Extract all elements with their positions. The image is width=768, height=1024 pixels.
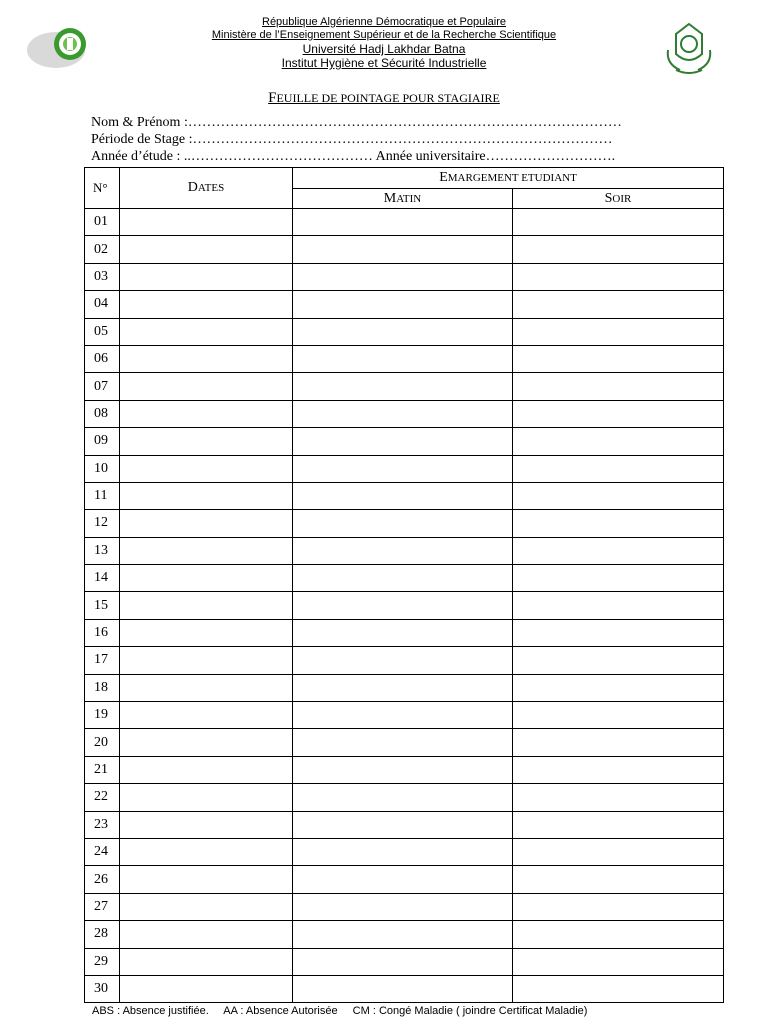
row-number: 09 [85, 428, 120, 455]
date-cell[interactable] [120, 236, 293, 263]
column-header-matin: MATIN [293, 189, 513, 209]
title-initial: F [268, 90, 277, 106]
date-cell[interactable] [120, 592, 293, 619]
university-emblem-icon [662, 20, 716, 76]
date-cell[interactable] [120, 400, 293, 427]
table-row [85, 565, 724, 592]
row-number: 23 [85, 811, 120, 838]
row-number: 15 [85, 592, 120, 619]
row-number: 10 [85, 455, 120, 482]
date-cell[interactable] [120, 537, 293, 564]
table-row [85, 455, 724, 482]
field-nom-prenom: Nom & Prénom :………………………………………………………………………………… [91, 115, 622, 130]
table-row [85, 400, 724, 427]
matin-cell[interactable] [293, 318, 513, 345]
soir-cell[interactable] [513, 592, 724, 619]
row-number: 27 [85, 893, 120, 920]
matin-cell[interactable] [293, 565, 513, 592]
soir-cell[interactable] [513, 209, 724, 236]
table-row [85, 893, 724, 920]
soir-cell[interactable] [513, 702, 724, 729]
row-number: 28 [85, 921, 120, 948]
soir-cell[interactable] [513, 236, 724, 263]
soir-cell[interactable] [513, 647, 724, 674]
table-row [85, 537, 724, 564]
date-cell[interactable] [120, 921, 293, 948]
row-number: 05 [85, 318, 120, 345]
matin-cell[interactable] [293, 592, 513, 619]
legend-cm: CM : Congé Maladie ( joindre Certificat Maladie) [352, 1005, 588, 1017]
soir-cell[interactable] [513, 373, 724, 400]
table-row [85, 428, 724, 455]
table-row [85, 373, 724, 400]
soir-cell[interactable] [513, 811, 724, 838]
row-number: 08 [85, 400, 120, 427]
row-number: 11 [85, 482, 120, 509]
matin-cell[interactable] [293, 373, 513, 400]
table-row [85, 647, 724, 674]
column-header-emargement: EMARGEMENT ETUDIANT [293, 168, 724, 189]
soir-cell[interactable] [513, 482, 724, 509]
row-number: 29 [85, 948, 120, 975]
soir-cell[interactable] [513, 400, 724, 427]
date-cell[interactable] [120, 455, 293, 482]
table-row [85, 263, 724, 290]
column-header-dates: DATES [120, 168, 293, 209]
table-row [85, 838, 724, 865]
matin-cell[interactable] [293, 619, 513, 646]
date-cell[interactable] [120, 784, 293, 811]
matin-cell[interactable] [293, 838, 513, 865]
table-row [85, 592, 724, 619]
matin-cell[interactable] [293, 756, 513, 783]
document-title [0, 90, 768, 107]
institute-logo-icon [26, 24, 94, 72]
row-number: 12 [85, 510, 120, 537]
row-number: 22 [85, 784, 120, 811]
matin-cell[interactable] [293, 345, 513, 372]
row-number: 13 [85, 537, 120, 564]
row-number: 20 [85, 729, 120, 756]
matin-cell[interactable] [293, 455, 513, 482]
date-cell[interactable] [120, 291, 293, 318]
matin-cell[interactable] [293, 236, 513, 263]
row-number: 16 [85, 619, 120, 646]
field-periode-stage: Période de Stage :……………………………………………………………………………… [91, 132, 613, 147]
matin-cell[interactable] [293, 866, 513, 893]
date-cell[interactable] [120, 674, 293, 701]
matin-cell[interactable] [293, 209, 513, 236]
soir-cell[interactable] [513, 921, 724, 948]
date-cell[interactable] [120, 756, 293, 783]
row-number: 01 [85, 209, 120, 236]
table-row [85, 510, 724, 537]
row-number: 06 [85, 345, 120, 372]
matin-cell[interactable] [293, 647, 513, 674]
row-number: 03 [85, 263, 120, 290]
date-cell[interactable] [120, 263, 293, 290]
row-number: 02 [85, 236, 120, 263]
soir-cell[interactable] [513, 866, 724, 893]
date-cell[interactable] [120, 510, 293, 537]
table-row [85, 345, 724, 372]
title-rest: EUILLE DE POINTAGE POUR STAGIAIRE [276, 91, 500, 105]
matin-cell[interactable] [293, 291, 513, 318]
table-row [85, 948, 724, 975]
row-number: 17 [85, 647, 120, 674]
date-cell[interactable] [120, 729, 293, 756]
table-row [85, 318, 724, 345]
date-cell[interactable] [120, 702, 293, 729]
row-number: 04 [85, 291, 120, 318]
soir-cell[interactable] [513, 510, 724, 537]
row-number: 30 [85, 975, 120, 1002]
legend-aa: AA : Absence Autorisée [223, 1005, 338, 1017]
matin-cell[interactable] [293, 702, 513, 729]
table-row [85, 291, 724, 318]
header-ministry: Ministère de l’Enseignement Supérieur et de la Recherche Scientifique [211, 29, 557, 41]
table-row [85, 729, 724, 756]
date-cell[interactable] [120, 428, 293, 455]
matin-cell[interactable] [293, 811, 513, 838]
table-row [85, 975, 724, 1002]
row-number: 21 [85, 756, 120, 783]
matin-cell[interactable] [293, 729, 513, 756]
soir-cell[interactable] [513, 291, 724, 318]
date-cell[interactable] [120, 838, 293, 865]
header-university: Université Hadj Lakhdar Batna [302, 42, 466, 56]
table-row [85, 482, 724, 509]
row-number: 14 [85, 565, 120, 592]
matin-cell[interactable] [293, 893, 513, 920]
date-cell[interactable] [120, 948, 293, 975]
soir-cell[interactable] [513, 948, 724, 975]
date-cell[interactable] [120, 318, 293, 345]
matin-cell[interactable] [293, 482, 513, 509]
date-cell[interactable] [120, 893, 293, 920]
soir-cell[interactable] [513, 729, 724, 756]
matin-cell[interactable] [293, 537, 513, 564]
matin-cell[interactable] [293, 674, 513, 701]
date-cell[interactable] [120, 647, 293, 674]
matin-cell[interactable] [293, 921, 513, 948]
document-header [0, 16, 768, 70]
date-cell[interactable] [120, 373, 293, 400]
soir-cell[interactable] [513, 455, 724, 482]
row-number: 26 [85, 866, 120, 893]
soir-cell[interactable] [513, 784, 724, 811]
table-row [85, 619, 724, 646]
table-row [85, 702, 724, 729]
table-row [85, 209, 724, 236]
table-row [85, 674, 724, 701]
soir-cell[interactable] [513, 537, 724, 564]
matin-cell[interactable] [293, 428, 513, 455]
date-cell[interactable] [120, 975, 293, 1002]
table-row [85, 921, 724, 948]
soir-cell[interactable] [513, 674, 724, 701]
attendance-table [84, 167, 724, 1003]
row-number: 24 [85, 838, 120, 865]
row-number: 07 [85, 373, 120, 400]
matin-cell[interactable] [293, 400, 513, 427]
matin-cell[interactable] [293, 975, 513, 1002]
soir-cell[interactable] [513, 838, 724, 865]
date-cell[interactable] [120, 565, 293, 592]
row-number: 19 [85, 702, 120, 729]
matin-cell[interactable] [293, 510, 513, 537]
student-fields [91, 114, 751, 165]
date-cell[interactable] [120, 209, 293, 236]
table-row [85, 236, 724, 263]
table-row [85, 784, 724, 811]
soir-cell[interactable] [513, 263, 724, 290]
date-cell[interactable] [120, 482, 293, 509]
legend-footer [92, 1005, 599, 1017]
column-header-soir: SOIR [513, 189, 724, 209]
soir-cell[interactable] [513, 975, 724, 1002]
date-cell[interactable] [120, 811, 293, 838]
date-cell[interactable] [120, 866, 293, 893]
column-header-number: N° [85, 168, 120, 209]
matin-cell[interactable] [293, 263, 513, 290]
header-institute: Institut Hygiène et Sécurité Industrielle [281, 56, 487, 70]
soir-cell[interactable] [513, 893, 724, 920]
header-republic: République Algérienne Démocratique et Populaire [262, 16, 506, 28]
matin-cell[interactable] [293, 948, 513, 975]
row-number: 18 [85, 674, 120, 701]
date-cell[interactable] [120, 619, 293, 646]
soir-cell[interactable] [513, 619, 724, 646]
table-row [85, 811, 724, 838]
legend-abs: ABS : Absence justifiée. [92, 1005, 209, 1017]
table-row [85, 756, 724, 783]
table-row [85, 866, 724, 893]
soir-cell[interactable] [513, 565, 724, 592]
soir-cell[interactable] [513, 756, 724, 783]
soir-cell[interactable] [513, 428, 724, 455]
soir-cell[interactable] [513, 345, 724, 372]
field-annee-etude: Année d’étude : ..………………………………… Année universitaire………………………. [91, 149, 616, 164]
date-cell[interactable] [120, 345, 293, 372]
soir-cell[interactable] [513, 318, 724, 345]
matin-cell[interactable] [293, 784, 513, 811]
